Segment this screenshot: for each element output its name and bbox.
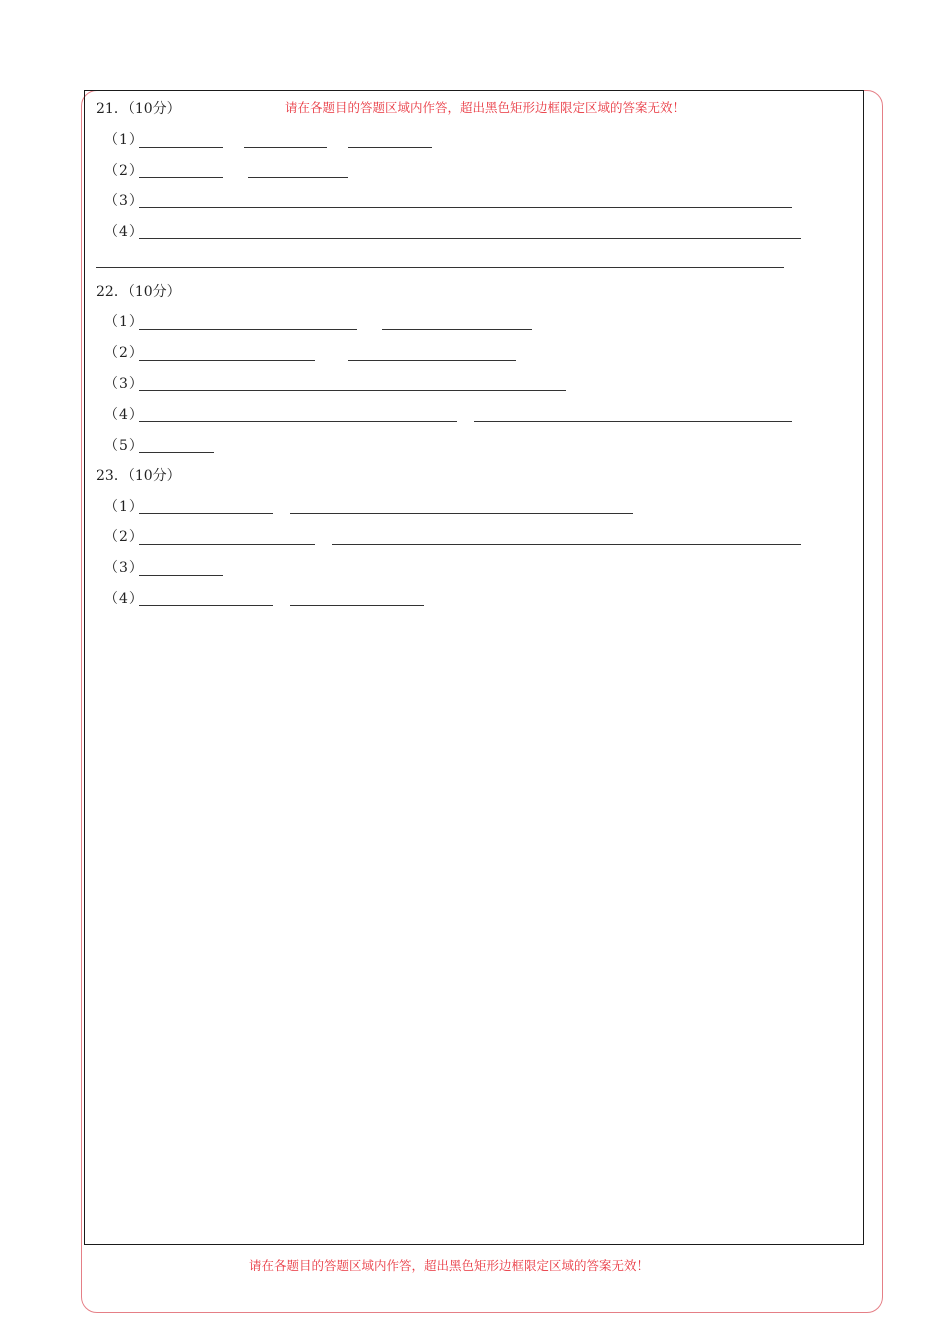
q22-item-1-label: （1） [104,314,144,330]
q21-1-answer-blank-b[interactable] [244,147,327,148]
q21-4-answer-blank-line1[interactable] [139,238,801,239]
q22-1-answer-blank-b[interactable] [382,329,532,330]
q23-item-4-label: （4） [104,591,144,607]
warning-text-bottom: 请在各题目的答题区域内作答，超出黑色矩形边框限定区域的答案无效！ [249,1258,650,1273]
warning-text-top: 请在各题目的答题区域内作答，超出黑色矩形边框限定区域的答案无效！ [285,100,686,115]
q23-2-answer-blank-b[interactable] [332,544,801,545]
question-22-title: 22．（10分） [96,284,181,300]
q21-4-answer-blank-line2[interactable] [96,267,784,268]
q23-item-1-label: （1） [104,499,144,515]
q21-item-3-label: （3） [104,193,144,209]
q22-5-answer-blank[interactable] [139,452,214,453]
answer-area-frame [84,90,864,1245]
q21-3-answer-blank[interactable] [139,207,792,208]
q22-item-2-label: （2） [104,345,144,361]
q23-item-2-label: （2） [104,529,144,545]
q22-1-answer-blank-a[interactable] [139,329,357,330]
q23-3-answer-blank[interactable] [139,575,223,576]
q23-4-answer-blank-a[interactable] [139,605,273,606]
q22-item-4-label: （4） [104,407,144,423]
q21-2-answer-blank-b[interactable] [248,177,348,178]
q23-1-answer-blank-a[interactable] [139,513,273,514]
q23-item-3-label: （3） [104,560,144,576]
q21-item-4-label: （4） [104,224,144,240]
q22-2-answer-blank-a[interactable] [139,360,315,361]
q21-1-answer-blank-a[interactable] [139,147,223,148]
q21-1-answer-blank-c[interactable] [348,147,432,148]
q21-item-1-label: （1） [104,132,144,148]
q22-2-answer-blank-b[interactable] [348,360,516,361]
q23-2-answer-blank-a[interactable] [139,544,315,545]
q22-item-3-label: （3） [104,376,144,392]
q22-4-answer-blank-b[interactable] [474,421,792,422]
question-23-title: 23．（10分） [96,468,181,484]
q21-2-answer-blank-a[interactable] [139,177,223,178]
q23-4-answer-blank-b[interactable] [290,605,424,606]
q22-item-5-label: （5） [104,438,144,454]
q22-4-answer-blank-a[interactable] [139,421,457,422]
q21-item-2-label: （2） [104,163,144,179]
question-21-title: 21．（10分） [96,101,181,117]
q22-3-answer-blank[interactable] [139,390,566,391]
q23-1-answer-blank-b[interactable] [290,513,633,514]
